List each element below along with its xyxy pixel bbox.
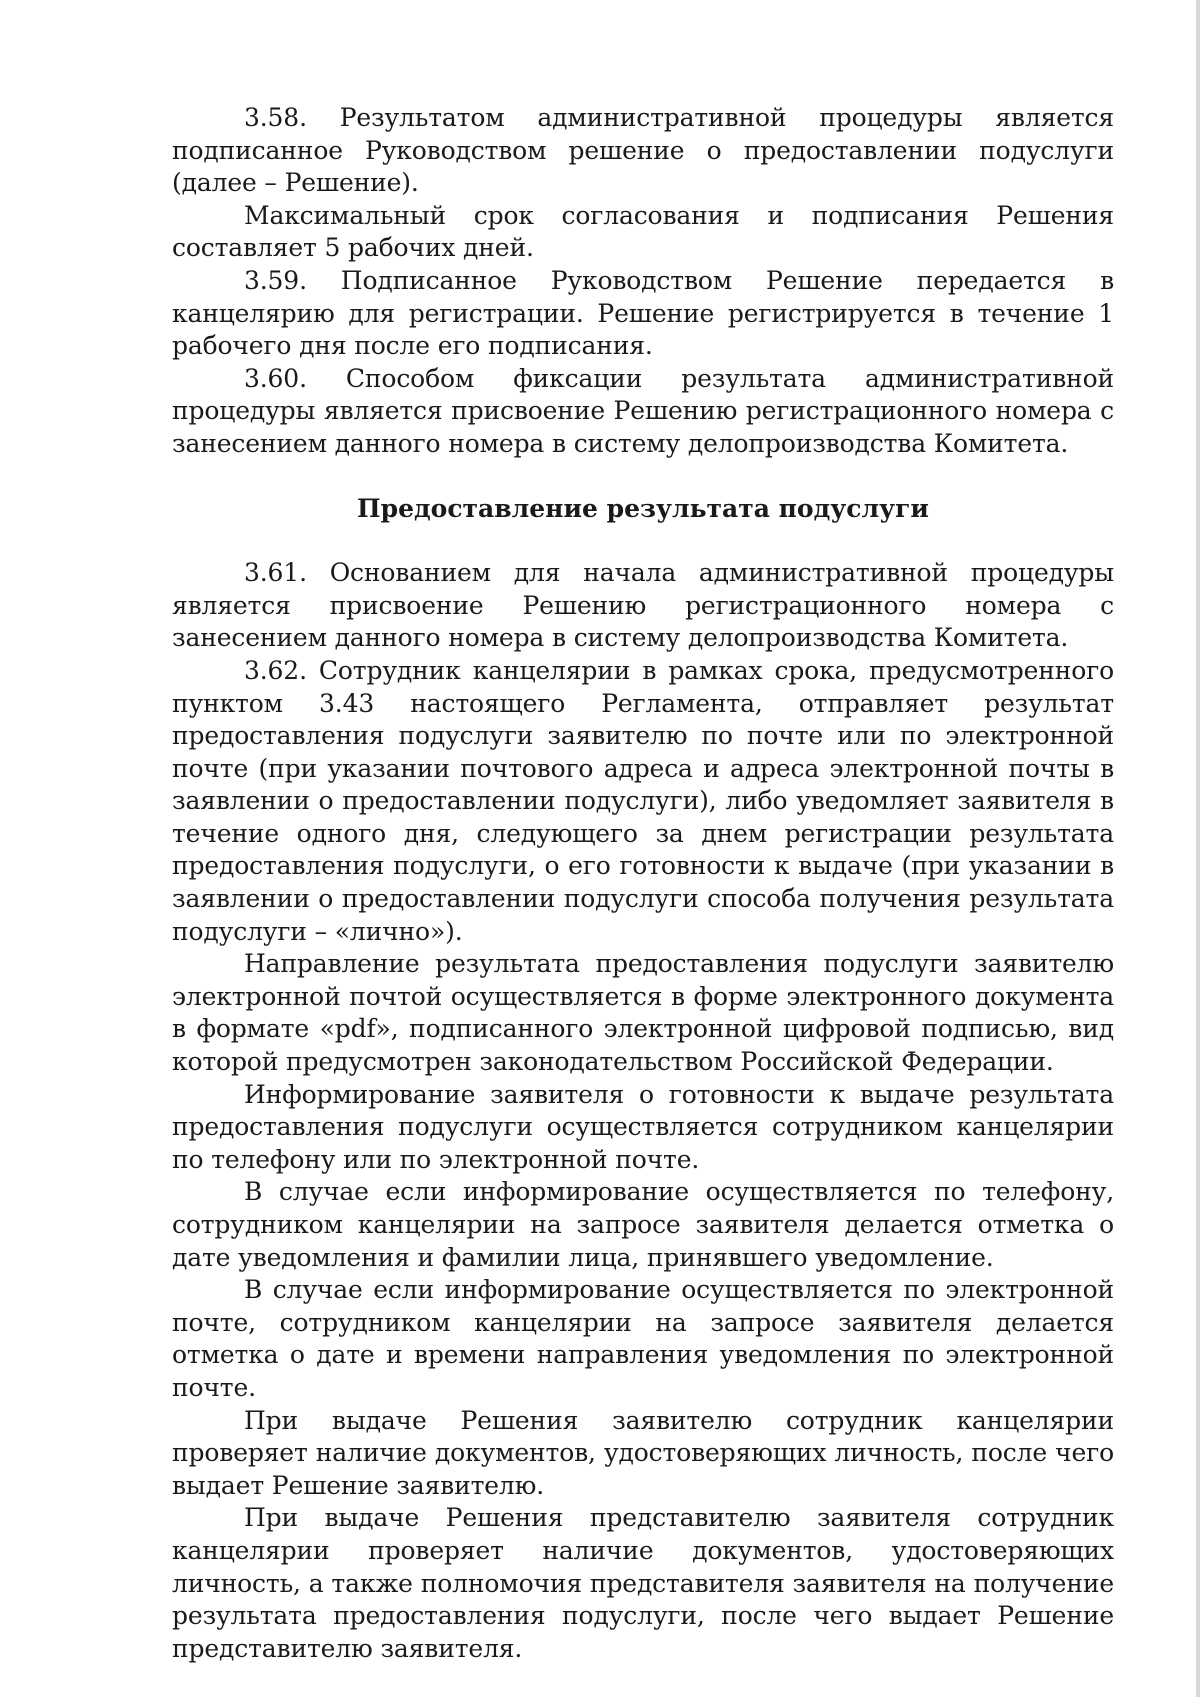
paragraph-informing: Информирование заявителя о готовности к выдаче результата предоставления подуслуги осуществляется сотрудником канцелярии по телефону или по электронной почте. [172, 1079, 1114, 1174]
paragraph-3-58: 3.58. Результатом административной процедуры является подписанное Руководством решение о предоставлении подуслуги (далее – Решение). [172, 103, 1114, 198]
paragraph-email-delivery: Направление результата предоставления подуслуги заявителю электронной почтой осуществляется в форме электронного документа в формате «pdf», подписанного электронной цифровой подписью, вид которой предусмотрен законодательством Российской Федерации. [172, 949, 1114, 1077]
paragraph-email-case: В случае если информирование осуществляется по электронной почте, сотрудником канцелярии на запросе заявителя делается отметка о дате и времени направления уведомления по электронной почте. [172, 1275, 1114, 1402]
section-heading: Предоставление результата подуслуги [357, 493, 929, 523]
paragraph-3-59: 3.59. Подписанное Руководством Решение передается в канцелярию для регистрации. Решение регистрируется в течение 1 рабочего дня после его подписания. [172, 265, 1114, 361]
paragraph-issue-to-representative: При выдаче Решения представителю заявителя сотрудник канцелярии проверяет наличие документов, удостоверяющих личность, а также полномочия представителя заявителя на получение результата предоставления подуслуги, после чего выдает Решение представителю заявителя. [172, 1503, 1114, 1663]
paragraph-issue-to-applicant: При выдаче Решения заявителю сотрудник канцелярии проверяет наличие документов, удостоверяющих личность, после чего выдает Решение заявителю. [172, 1405, 1114, 1500]
paragraph-3-61: 3.61. Основанием для начала административной процедуры является присвоение Решению регистрационного номера с занесением данного номера в систему делопроизводства Комитета. [172, 558, 1114, 653]
document-page [172, 102, 1114, 1665]
page-edge [1196, 0, 1200, 1697]
paragraph-phone-case: В случае если информирование осуществляется по телефону, сотрудником канцелярии на запросе заявителя делается отметка о дате уведомления и фамилии лица, принявшего уведомление. [172, 1177, 1114, 1272]
paragraph-deadline: Максимальный срок согласования и подписания Решения составляет 5 рабочих дней. [172, 200, 1114, 263]
paragraph-3-60: 3.60. Способом фиксации результата административной процедуры является присвоение Решению регистрационного номера с занесением данного номера в систему делопроизводства Комитета. [172, 363, 1114, 458]
paragraph-3-62: 3.62. Сотрудник канцелярии в рамках срока, предусмотренного пунктом 3.43 настоящего Регламента, отправляет результат предоставления подуслуги заявителю по почте или по электронной почте (при указании почтового адреса и адреса электронной почты в заявлении о предоставлении подуслуги), либо уведомляет заявителя в течение одного дня, следующего за днем регистрации результата предоставления подуслуги, о его готовности к выдаче (при указании в заявлении о предоставлении подуслуги способа получения результата подуслуги – «лично»). [172, 655, 1114, 946]
